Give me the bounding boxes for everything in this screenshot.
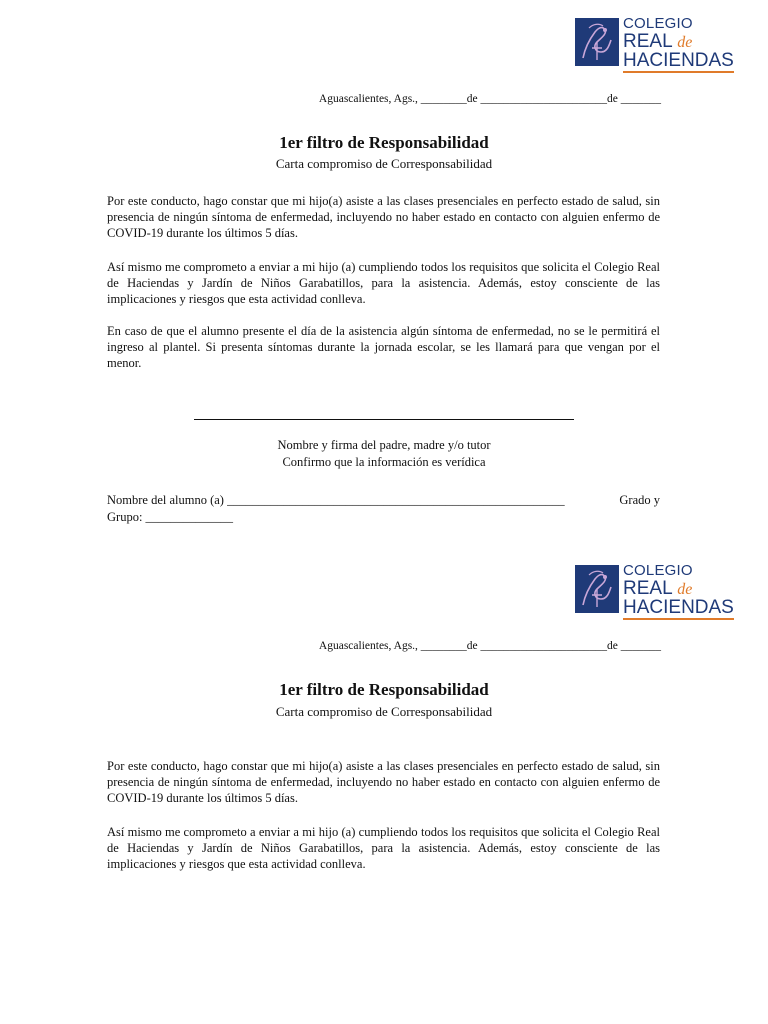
logo-line-1: COLEGIO (623, 14, 693, 32)
group-field: Grupo: ______________ (107, 510, 234, 524)
school-logo-2 (575, 561, 741, 618)
logo-real: REAL (623, 30, 672, 52)
logo-line-3: HACIENDAS (623, 596, 734, 618)
logo-emblem-icon (575, 565, 619, 613)
paragraph-health-2: Por este conducto, hago constar que mi hijo(a) asiste a las clases presenciales en perfecto estado de salud, sin presencia de ningún síntoma de enfermedad, incluyendo no haber estado en contacto con alguien enfermo de COVID-19 durante los últimos 5 días. (107, 759, 660, 805)
document-subtitle-2: Carta compromiso de Corresponsabilidad (275, 704, 493, 719)
paragraph-commitment: Así mismo me comprometo a enviar a mi hijo (a) cumpliendo todos los requisitos que solicita el Colegio Real de Haciendas y Jardín de Niños Garabatillos, para la asistencia. Además, estoy consciente de las implicaciones y riesgos que esta actividad conlleva. (107, 260, 660, 306)
document-subtitle: Carta compromiso de Corresponsabilidad (275, 156, 493, 171)
confirm-text: Confirmo que la información es verídica (282, 455, 486, 469)
logo-line-1: COLEGIO (623, 561, 693, 579)
logo-line-2 (623, 32, 734, 51)
signature-label: Nombre y firma del padre, madre y/o tutor (277, 438, 491, 452)
logo-line-2 (623, 579, 734, 598)
logo-real: REAL (623, 577, 672, 599)
student-fields (107, 492, 660, 526)
document-title-2: 1er filtro de Responsabilidad (279, 680, 489, 699)
logo-de: de (677, 580, 693, 598)
logo-emblem-icon (575, 18, 619, 66)
place-date-line-2: Aguascalientes, Ags., ________de ______________________de _______ (318, 640, 661, 652)
paragraph-symptoms: En caso de que el alumno presente el día de la asistencia algún síntoma de enfermedad, no se le permitirá el ingreso al plantel. Si presenta síntomas durante la jornada escolar, se les llamará para que vengan por el menor. (107, 324, 660, 370)
paragraph-health: Por este conducto, hago constar que mi hijo(a) asiste a las clases presenciales en perfecto estado de salud, sin presencia de ningún síntoma de enfermedad, incluyendo no haber estado en contacto con alguien enfermo de COVID-19 durante los últimos 5 días. (107, 194, 660, 240)
logo-line-3: HACIENDAS (623, 49, 734, 71)
grade-label: Grado y (619, 493, 660, 507)
logo-de: de (677, 33, 693, 51)
paragraph-commitment-2: Así mismo me comprometo a enviar a mi hijo (a) cumpliendo todos los requisitos que solicita el Colegio Real de Haciendas y Jardín de Niños Garabatillos, para la asistencia. Además, estoy consciente de las implicaciones y riesgos que esta actividad conlleva. (107, 825, 660, 871)
school-logo (575, 14, 741, 71)
place-date-line: Aguascalientes, Ags., ________de ______________________de _______ (318, 93, 661, 105)
student-name-field: Nombre del alumno (a) ______________________________________________________ (107, 493, 565, 507)
document-title: 1er filtro de Responsabilidad (279, 133, 489, 152)
signature-line (194, 419, 574, 420)
